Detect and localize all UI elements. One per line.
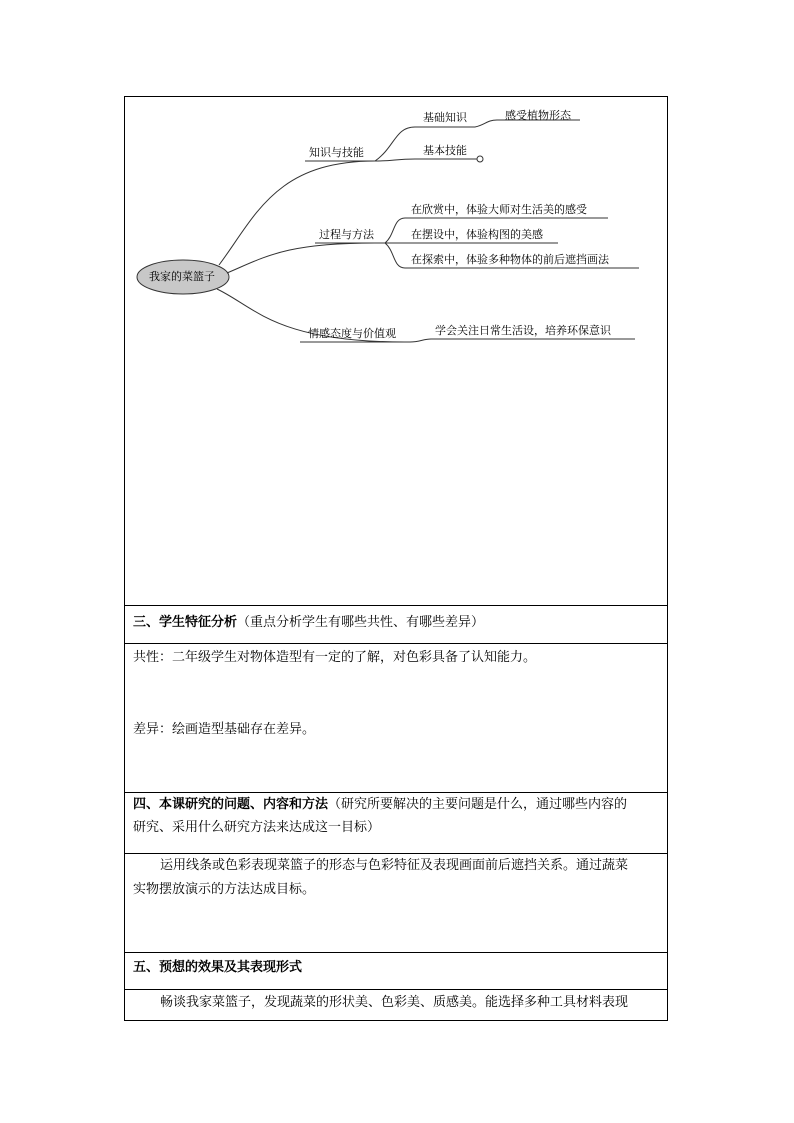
section3-title: 三、学生特征分析 <box>133 615 238 630</box>
node-label-arrange: 在摆设中，体验构图的美感 <box>411 228 543 241</box>
section4-body-line1: 运用线条或色彩表现菜篮子的形态与色彩特征及表现画面前后遮挡关系。通过蔬菜 <box>160 858 629 873</box>
lesson-plan-table <box>124 96 668 1021</box>
mindmap-diagram <box>125 97 667 605</box>
section4-note-line1: （研究所要解决的主要问题是什么，通过哪些内容的 <box>328 797 628 812</box>
endpoint-skill <box>477 156 483 162</box>
section3-heading <box>133 612 484 634</box>
node-label-explore: 在探索中，体验多种物体的前后遮挡画法 <box>411 253 609 266</box>
section4-title: 四、本课研究的问题、内容和方法 <box>133 797 329 812</box>
section3-commonality: 共性：二年级学生对物体造型有一定的了解，对色彩具备了认知能力。 <box>133 650 537 665</box>
connector-center-process <box>227 243 375 273</box>
mindmap-center-label: 我家的菜篮子 <box>149 270 215 283</box>
section3-difference: 差异：绘画造型基础存在差异。 <box>133 722 316 737</box>
section5-body-cell <box>125 990 667 1020</box>
connector-center-knowledge <box>219 161 375 265</box>
branch-label-emotion: 情感态度与价值观 <box>308 327 396 340</box>
section5-body-line1: 畅谈我家菜篮子，发现蔬菜的形状美、色彩美、质感美。能选择多种工具材料表现 <box>160 995 629 1010</box>
section4-header-cell <box>125 793 667 853</box>
section5-title: 五、预想的效果及其表现形式 <box>133 960 303 975</box>
node-label-daily-life: 学会关注日常生活设，培养环保意识 <box>435 324 611 337</box>
node-label-basic-knowledge: 基础知识 <box>423 111 467 124</box>
section4-body-cell <box>125 854 667 952</box>
branch-label-process: 过程与方法 <box>319 228 374 241</box>
node-label-appreciate: 在欣赏中，体验大师对生活美的感受 <box>411 203 587 216</box>
section3-header-cell <box>125 606 667 643</box>
section3-body-cell <box>125 644 667 792</box>
section5-header-cell <box>125 953 667 989</box>
section4-body-line2: 实物摆放演示的方法达成目标。 <box>133 882 316 897</box>
section4-heading-line1 <box>133 794 627 816</box>
node-label-perceive-plant: 感受植物形态 <box>505 109 571 122</box>
section4-note-line2: 研究、采用什么研究方法来达成这一目标） <box>133 820 381 835</box>
connector-knowledge-skill <box>375 159 477 161</box>
branch-label-knowledge: 知识与技能 <box>309 146 364 159</box>
connector-emotion-life <box>410 339 635 342</box>
section3-note: （重点分析学生有哪些共性、有哪些差异） <box>237 615 485 630</box>
mindmap-cell <box>125 97 667 605</box>
node-label-basic-skill: 基本技能 <box>423 144 467 157</box>
